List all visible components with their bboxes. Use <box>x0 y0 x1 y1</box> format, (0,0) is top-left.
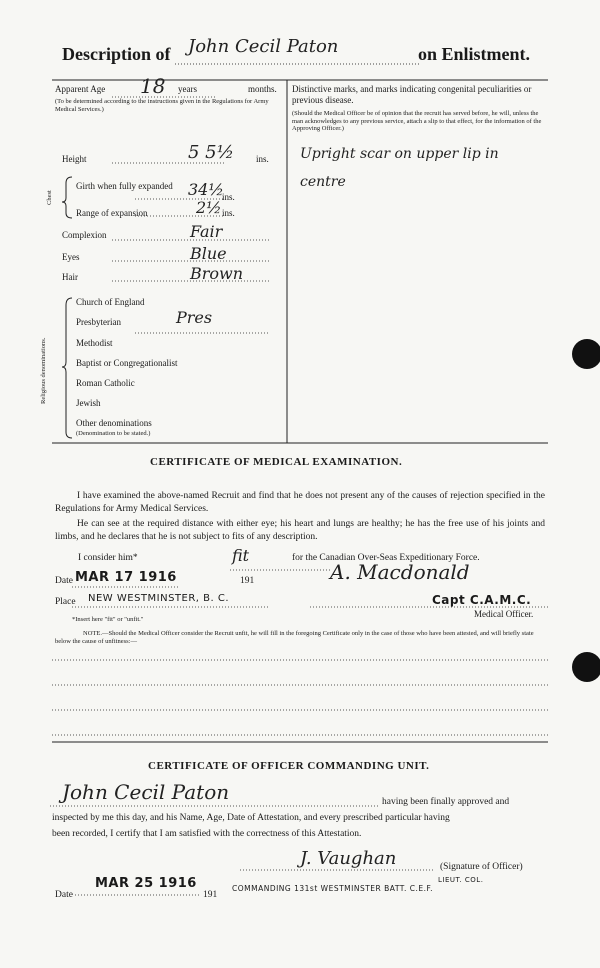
medical-para1: I have examined the above-named Recruit and find that he does not present any of the causes of rejection specified in the Regulations for Army Medical Services. <box>55 491 545 514</box>
commanding-year-prefix: 191 <box>203 890 218 900</box>
medical-heading: CERTIFICATE OF MEDICAL EXAMINATION. <box>150 456 403 468</box>
consider-prefix: I consider him* <box>78 553 138 563</box>
religion-group-label: Religious denominations. <box>40 337 47 404</box>
age-value: 18 <box>140 74 166 98</box>
girth-value: 34½ <box>188 180 224 199</box>
commanding-text3: been recorded, I certify that I am satisfied with the correctness of this Attestation. <box>52 829 362 839</box>
medical-para2: He can see at the required distance with either eye; his heart and lungs are healthy; he has the free use of his joints and limbs, and he declares that he is not subject to fits of any description. <box>55 519 545 542</box>
commanding-date-label: Date <box>55 890 73 900</box>
distinctive-note: (Should the Medical Officer be of opinion that the recruit has served before, he will, unless the man acknowledges to any previous service, attach a slip to that effect, for the information of the Approving Officer.) <box>292 110 542 132</box>
eyes-label: Eyes <box>62 252 80 262</box>
religion-presbyterian-value: Pres <box>176 308 213 327</box>
commanding-name-signature: John Cecil Paton <box>62 780 230 804</box>
hair-value: Brown <box>190 264 244 283</box>
complexion-label: Complexion <box>62 230 107 240</box>
complexion-value: Fair <box>190 222 223 241</box>
medical-officer-label: Medical Officer. <box>474 609 534 619</box>
religion-roman-catholic: Roman Catholic <box>76 378 135 388</box>
medical-insert-note: *Insert here "fit" or "unfit." <box>72 616 144 623</box>
age-label: Apparent Age <box>55 84 106 94</box>
consider-suffix: for the Canadian Over-Seas Expeditionary Force. <box>292 553 480 563</box>
medical-year-prefix: 191 <box>240 576 255 586</box>
medical-date-label: Date <box>55 576 73 586</box>
commanding-sig-label: (Signature of Officer) <box>440 862 523 872</box>
range-unit: ins. <box>222 208 235 218</box>
medical-rank: Capt C.A.M.C. <box>432 593 532 607</box>
medical-place-value: NEW WESTMINSTER, B. C. <box>88 593 230 604</box>
medical-note: NOTE.—Should the Medical Officer consider the Recruit unfit, he will fill in the foregoing Certificate only in the case of those who have been attested, and will briefly state below the cause of unfitness:— <box>55 630 534 645</box>
girth-label: Girth when fully expanded <box>76 181 173 191</box>
header-title-prefix: Description of <box>62 44 171 64</box>
age-note: (To be determined according to the instructions given in the Regulations for Army Medical Services.) <box>55 98 269 113</box>
religion-methodist: Methodist <box>76 338 113 348</box>
commanding-text1: having been finally approved and <box>382 797 510 807</box>
distinctive-value-line1: Upright scar on upper lip in <box>300 146 499 162</box>
header-title-suffix: on Enlistment. <box>418 44 531 64</box>
age-years-unit: years <box>178 84 197 94</box>
age-months-unit: months. <box>248 84 277 94</box>
religion-presbyterian: Presbyterian <box>76 317 121 327</box>
commanding-date-value: MAR 25 1916 <box>95 876 197 891</box>
height-value: 5 5½ <box>188 142 235 163</box>
commanding-officer-signature: J. Vaughan <box>300 848 397 869</box>
medical-place-label: Place <box>55 597 76 607</box>
religion-church-of-england: Church of England <box>76 297 145 307</box>
range-label: Range of expansion <box>76 208 148 218</box>
distinctive-value-line2: centre <box>300 174 346 190</box>
religion-jewish: Jewish <box>76 398 101 408</box>
hair-label: Hair <box>62 272 78 282</box>
commanding-heading: CERTIFICATE OF OFFICER COMMANDING UNIT. <box>148 760 430 772</box>
commanding-rank-line: LIEUT. COL. <box>438 876 484 884</box>
medical-date-value: MAR 17 1916 <box>75 570 177 585</box>
recruit-name: John Cecil Paton <box>188 36 339 57</box>
distinctive-label: Distinctive marks, and marks indicating congenital peculiarities or previous disease. <box>292 84 532 105</box>
medical-signature: A. Macdonald <box>330 560 470 584</box>
religion-baptist: Baptist or Congregationalist <box>76 358 178 368</box>
chest-group-label: Chest <box>46 190 53 205</box>
eyes-value: Blue <box>190 244 227 263</box>
consider-value: fit <box>232 546 250 565</box>
commanding-unit-line: COMMANDING 131st WESTMINSTER BATT. C.E.F. <box>232 884 433 893</box>
height-unit: ins. <box>256 154 269 164</box>
religion-other-note: (Denomination to be stated.) <box>76 430 151 437</box>
religion-other: Other denominations <box>76 418 152 428</box>
range-value: 2½ <box>196 198 222 217</box>
girth-unit: ins. <box>222 192 235 202</box>
commanding-text2: inspected by me this day, and his Name, Age, Date of Attestation, and every prescribed particular having <box>52 813 450 823</box>
height-label: Height <box>62 154 87 164</box>
